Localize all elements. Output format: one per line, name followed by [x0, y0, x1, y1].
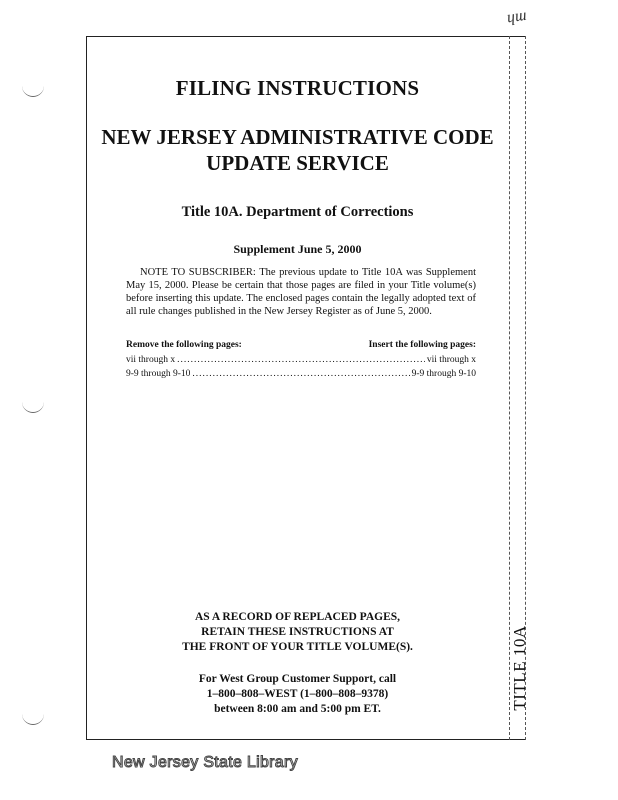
note-to-subscriber: NOTE TO SUBSCRIBER: The previous update to Title 10A was Supplement May 15, 2000. Please be certain that those pages are filed in your Title volume(s) before inserting this update. The enclosed pages contain the legally adopted text of all rule changes published in the New Jersey Register as of June 5, 2000. [126, 267, 476, 317]
record-line: RETAIN THESE INSTRUCTIONS AT [201, 626, 394, 638]
supplement-date: Supplement June 5, 2000 [233, 242, 362, 256]
leader-dots [177, 353, 425, 367]
subtitle-line-1: NEW JERSEY ADMINISTRATIVE CODE [101, 125, 494, 149]
record-instructions [86, 610, 509, 655]
leader-dots [192, 367, 409, 381]
insert-pages: vii through x [426, 355, 476, 365]
page-subtitle [86, 124, 509, 176]
insert-pages: 9-9 through 9-10 [411, 369, 476, 379]
title-volume: Title 10A. Department of Corrections [181, 204, 414, 220]
support-line: between 8:00 am and 5:00 pm ET. [214, 703, 381, 715]
pages-table-header [126, 340, 476, 350]
pages-table [126, 340, 476, 381]
subtitle-line-2: UPDATE SERVICE [206, 151, 389, 175]
handwritten-mark: ɥɯ [505, 6, 528, 27]
support-line: 1–800–808–WEST (1–800–808–9378) [206, 688, 389, 700]
side-title-tab: TITLE 10A [510, 625, 529, 711]
page-title: FILING INSTRUCTIONS [175, 76, 420, 100]
punch-hole-middle [22, 402, 44, 413]
remove-pages: 9-9 through 9-10 [126, 369, 191, 379]
table-row [126, 367, 476, 381]
insert-header: Insert the following pages: [368, 340, 476, 350]
punch-hole-top [22, 86, 44, 97]
table-row [126, 353, 476, 367]
support-line: For West Group Customer Support, call [198, 673, 397, 685]
customer-support [86, 672, 509, 717]
remove-header: Remove the following pages: [126, 340, 242, 350]
record-line: AS A RECORD OF REPLACED PAGES, [194, 611, 401, 623]
punch-hole-bottom [22, 714, 44, 725]
record-line: THE FRONT OF YOUR TITLE VOLUME(S). [182, 641, 413, 653]
remove-pages: vii through x [126, 355, 176, 365]
library-watermark: New Jersey State Library [112, 754, 298, 771]
